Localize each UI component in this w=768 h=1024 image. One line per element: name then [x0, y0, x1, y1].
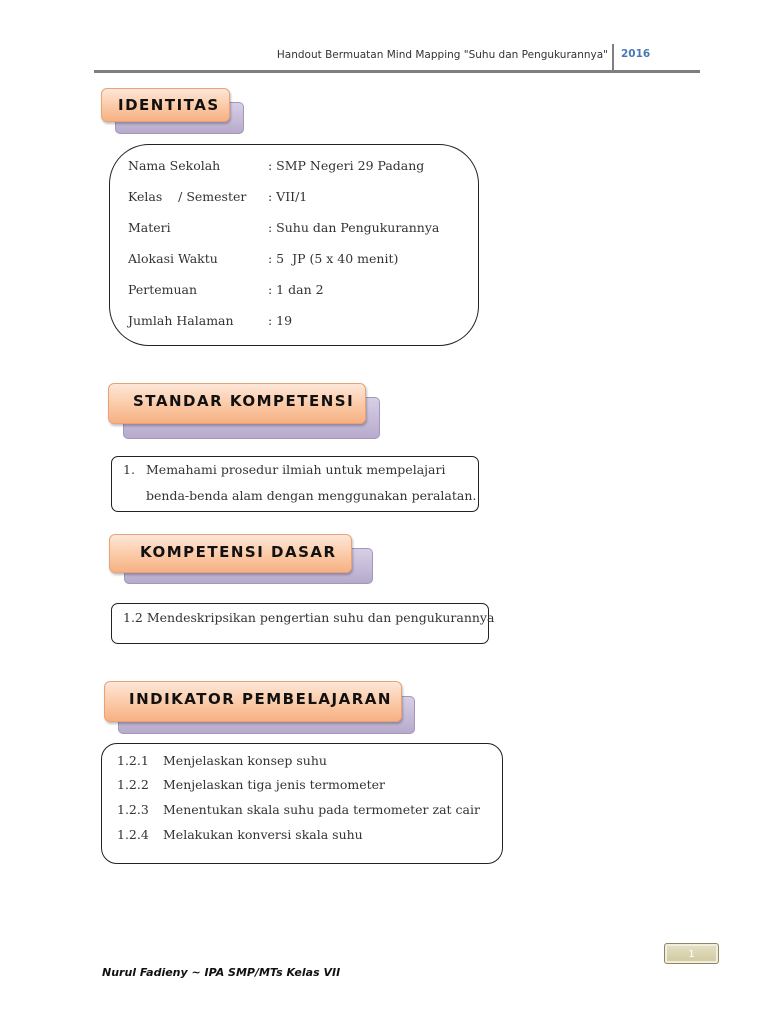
- kompetensi-text: 1.2 Mendeskripsikan pengertian suhu dan pengukurannya: [123, 610, 495, 625]
- identitas-value: : 1 dan 2: [268, 282, 324, 297]
- identitas-value: : SMP Negeri 29 Padang: [268, 158, 425, 173]
- standar-number: 1.: [123, 462, 135, 477]
- identitas-value: : 5 JP (5 x 40 menit): [268, 251, 399, 266]
- identitas-label: Pertemuan: [128, 282, 198, 297]
- page-number: 1: [664, 943, 719, 964]
- identitas-label: Materi: [128, 220, 171, 235]
- indikator-number: 1.2.2: [117, 777, 149, 792]
- identitas-value: : VII/1: [268, 189, 308, 204]
- header-title: Handout Bermuatan Mind Mapping "Suhu dan Pengukurannya": [276, 49, 608, 61]
- header-year: 2016: [621, 48, 651, 60]
- indikator-number: 1.2.3: [117, 802, 149, 817]
- indikator-text: Melakukan konversi skala suhu: [163, 827, 363, 842]
- indikator-text: Menjelaskan konsep suhu: [163, 753, 327, 768]
- section-title-standar: STANDAR KOMPETENSI: [108, 383, 366, 424]
- section-title-indikator: INDIKATOR PEMBELAJARAN: [104, 681, 402, 722]
- indikator-number: 1.2.1: [117, 753, 149, 768]
- identitas-value: : Suhu dan Pengukurannya: [268, 220, 440, 235]
- identitas-label: Kelas / Semester: [128, 189, 247, 204]
- identitas-label: Nama Sekolah: [128, 158, 221, 173]
- indikator-number: 1.2.4: [117, 827, 149, 842]
- header-divider: [612, 44, 614, 70]
- identitas-value: : 19: [268, 313, 293, 328]
- standar-line-1: Memahami prosedur ilmiah untuk mempelajari: [146, 462, 446, 477]
- identitas-label: Alokasi Waktu: [128, 251, 218, 266]
- section-title-identitas: IDENTITAS: [101, 88, 230, 122]
- indikator-text: Menjelaskan tiga jenis termometer: [163, 777, 386, 792]
- indikator-text: Menentukan skala suhu pada termometer zat cair: [163, 802, 480, 817]
- footer-author: Nurul Fadieny ~ IPA SMP/MTs Kelas VII: [102, 966, 341, 979]
- section-title-kompetensi: KOMPETENSI DASAR: [109, 534, 352, 573]
- header-rule: [94, 70, 700, 73]
- standar-line-2: benda-benda alam dengan menggunakan peralatan.: [146, 488, 477, 503]
- identitas-label: Jumlah Halaman: [128, 313, 234, 328]
